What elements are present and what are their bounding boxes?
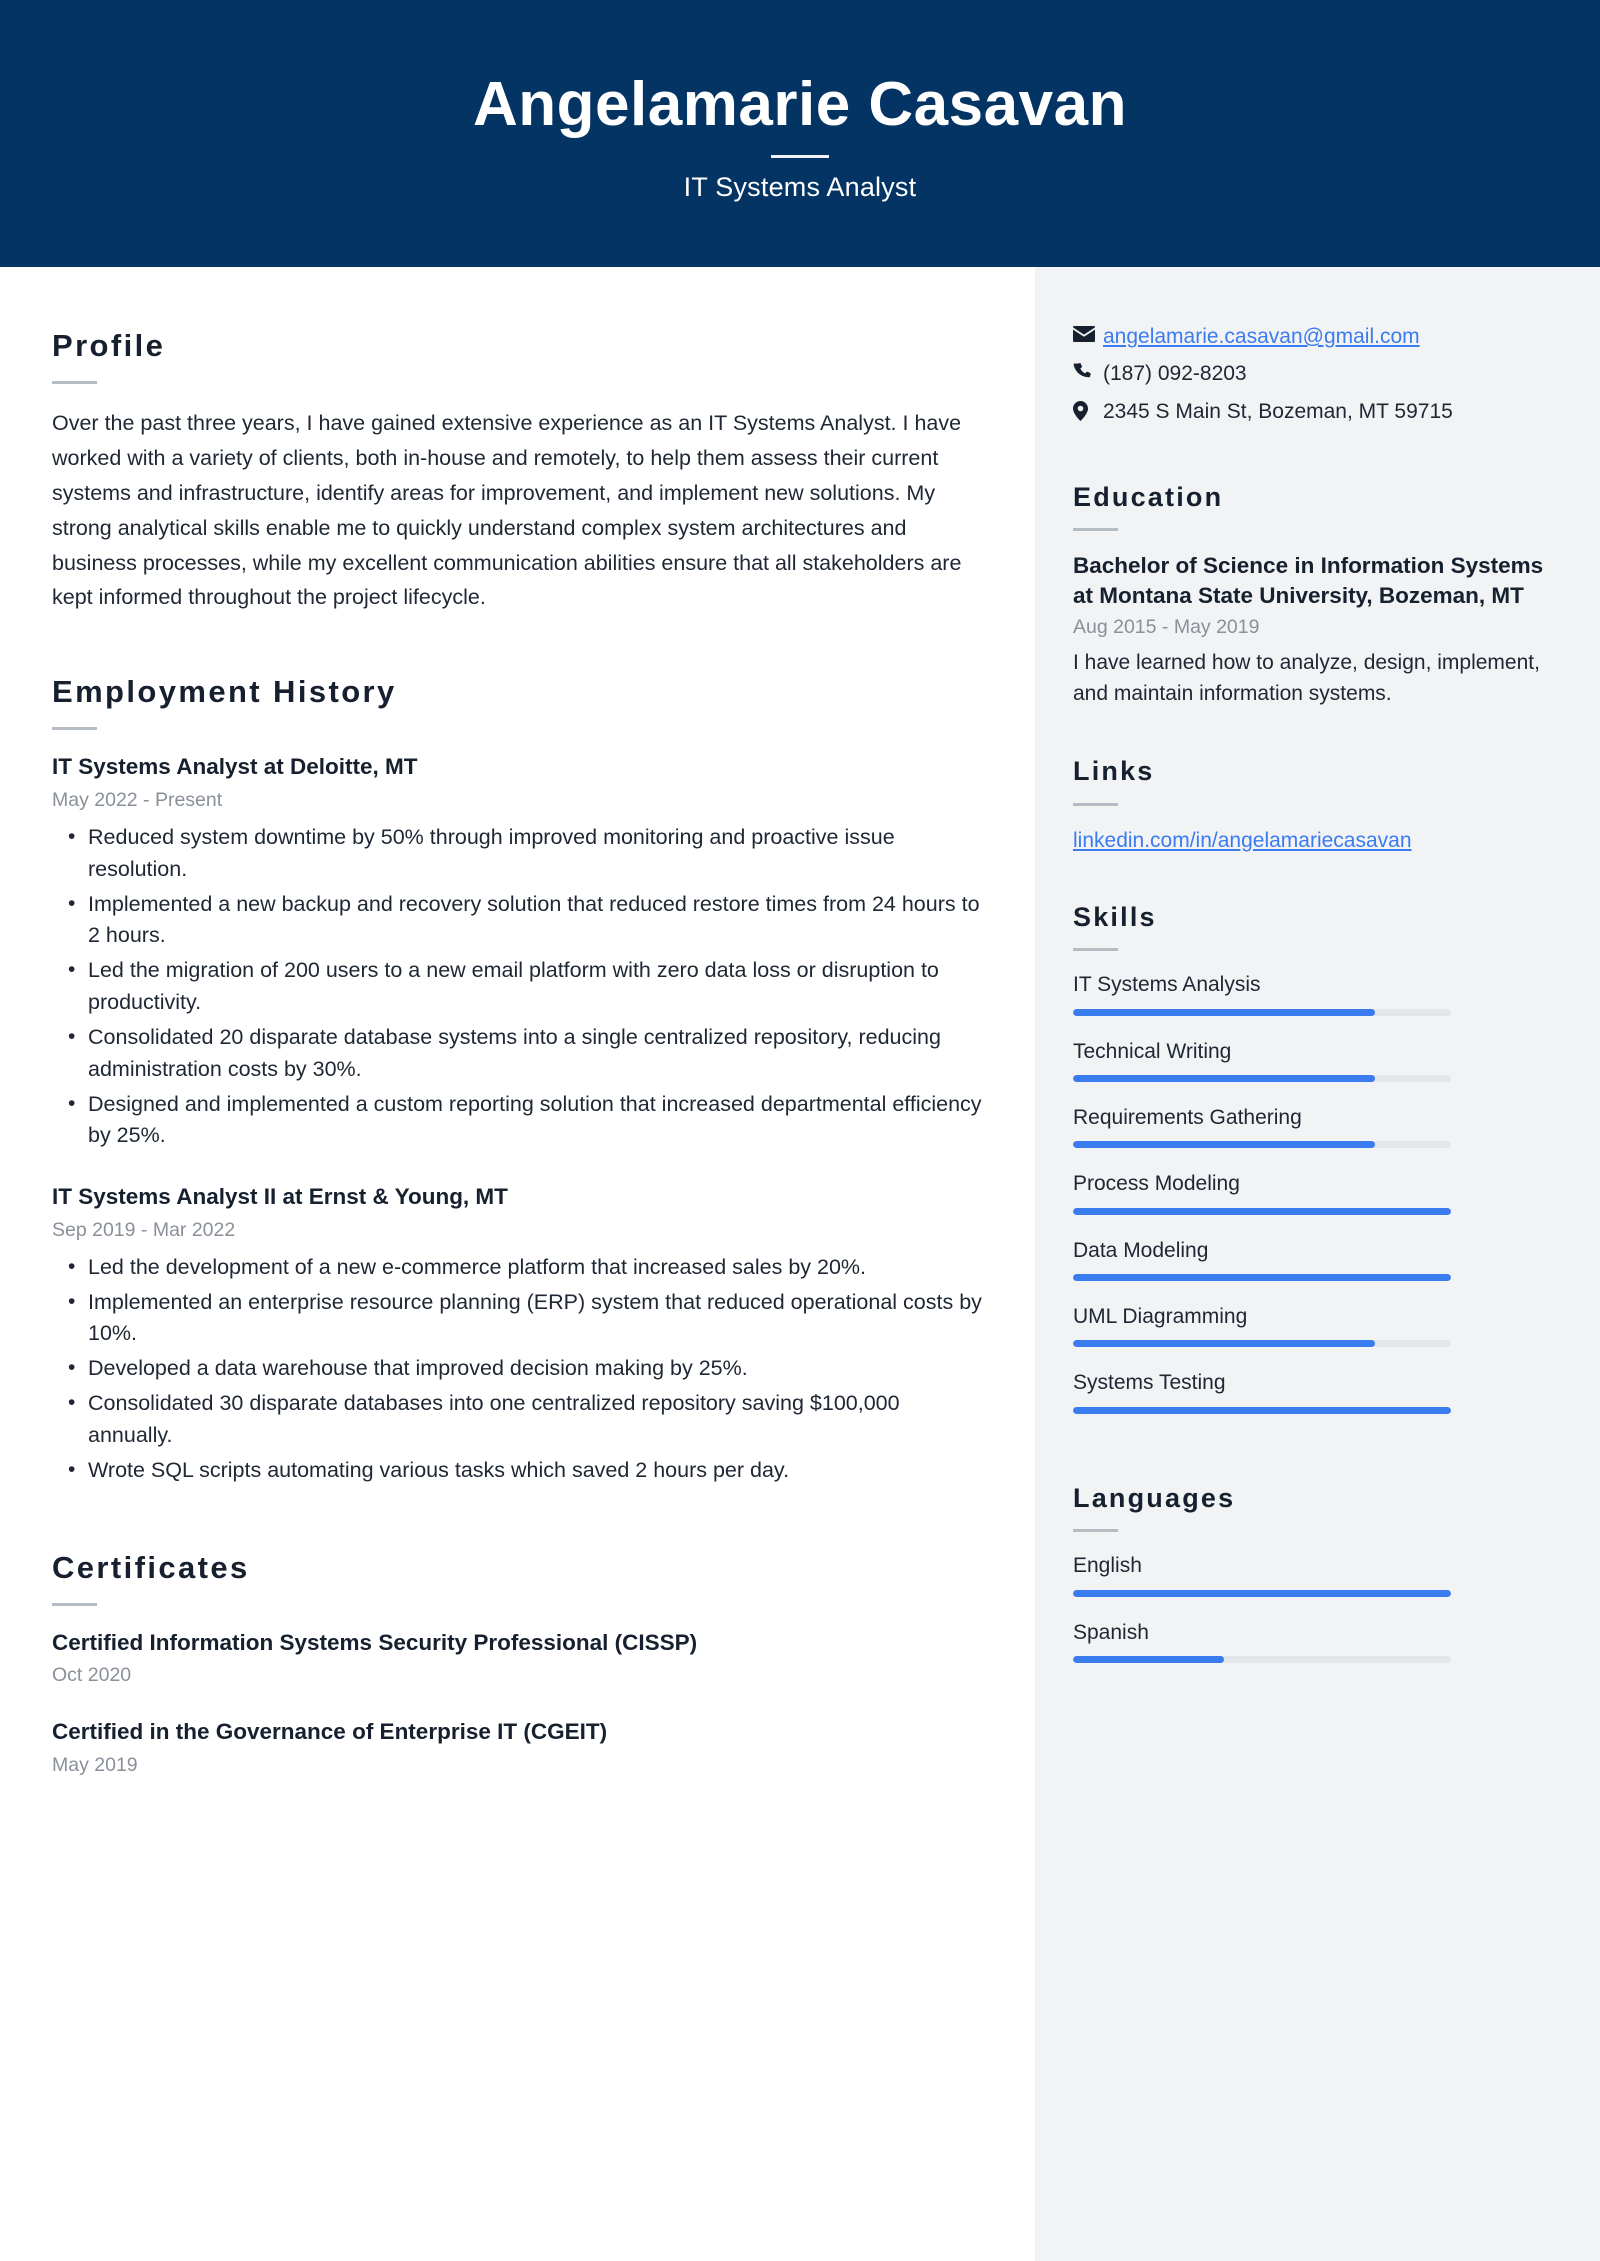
certificate-title: Certified Information Systems Security Professional (CISSP)	[52, 1629, 698, 1655]
job-bullet: • Implemented a new backup and recovery solution that reduced restore times from 24 hours to 2 hours.	[52, 889, 983, 953]
envelope-icon	[1073, 323, 1103, 342]
education-description: I have learned how to analyze, design, implement, and maintain information systems.	[1073, 651, 1540, 706]
language-level-fill	[1073, 1656, 1224, 1663]
skill-level-bar	[1073, 1141, 1451, 1148]
job-bullet: • Led the migration of 200 users to a new email platform with zero data loss or disruption to productivity.	[52, 955, 983, 1019]
job-title: IT Systems Analyst II at Ernst & Young, MT	[52, 1184, 508, 1210]
skill-label: UML Diagramming	[1073, 1305, 1248, 1329]
spacer	[1073, 1436, 1552, 1482]
certificates-divider	[52, 1603, 97, 1606]
skill-level-fill	[1073, 1141, 1375, 1148]
profile-link[interactable]: linkedin.com/in/angelamariecasavan	[1073, 828, 1412, 852]
languages-divider	[1073, 1529, 1118, 1532]
contact-item	[1073, 360, 1552, 388]
skills-heading: Skills	[1073, 902, 1157, 933]
sidebar-column	[1035, 267, 1600, 2261]
candidate-job-title: IT Systems Analyst	[683, 171, 917, 202]
contact-value: (187) 092-8203	[1103, 362, 1247, 386]
job-bullet: • Led the development of a new e-commerce platform that increased sales by 20%.	[52, 1252, 983, 1284]
skill-label: IT Systems Analysis	[1073, 973, 1261, 997]
spacer	[52, 1156, 983, 1182]
job-bullet: • Consolidated 20 disparate database systems into a single centralized repository, reducing administration costs by 30%.	[52, 1022, 983, 1086]
language-item	[1073, 1552, 1552, 1596]
job-dates: Sep 2019 - Mar 2022	[52, 1218, 236, 1241]
education-section	[1073, 481, 1552, 709]
contact-list	[1073, 323, 1552, 426]
certificate-title: Certified in the Governance of Enterprise IT (CGEIT)	[52, 1719, 608, 1745]
skill-level-bar	[1073, 1208, 1451, 1215]
skill-item	[1073, 971, 1552, 1015]
header-divider	[771, 155, 829, 158]
skill-item	[1073, 1038, 1552, 1082]
education-divider	[1073, 528, 1118, 531]
job-title: IT Systems Analyst at Deloitte, MT	[52, 754, 418, 780]
certificate-entry	[52, 1717, 983, 1779]
skill-label: Systems Testing	[1073, 1371, 1226, 1395]
certificate-date: May 2019	[52, 1753, 138, 1776]
job-bullet-list	[52, 822, 983, 1152]
languages-section	[1073, 1482, 1552, 1663]
job-bullet: • Wrote SQL scripts automating various tasks which saved 2 hours per day.	[52, 1455, 983, 1487]
skill-level-bar	[1073, 1075, 1451, 1082]
education-degree: Bachelor of Science in Information Systems at Montana State University, Bozeman, MT	[1073, 553, 1544, 609]
skill-level-bar	[1073, 1274, 1451, 1281]
certificate-date: Oct 2020	[52, 1664, 132, 1687]
job-bullet: • Consolidated 30 disparate databases into one centralized repository saving $100,000 annually.	[52, 1388, 983, 1452]
contact-item	[1073, 398, 1552, 426]
skill-level-bar	[1073, 1340, 1451, 1347]
job-bullet-list	[52, 1252, 983, 1487]
main-column	[0, 267, 1035, 2261]
certificates-heading: Certificates	[52, 1549, 250, 1585]
skill-level-fill	[1073, 1009, 1375, 1016]
map-pin-icon	[1073, 398, 1103, 421]
job-entry	[52, 752, 983, 1152]
job-dates: May 2022 - Present	[52, 788, 223, 811]
skill-item	[1073, 1170, 1552, 1214]
skill-label: Data Modeling	[1073, 1238, 1209, 1262]
spacer	[1073, 709, 1552, 755]
spacer	[52, 615, 983, 673]
job-bullet: • Implemented an enterprise resource planning (ERP) system that reduced operational costs by 10%.	[52, 1287, 983, 1351]
links-heading: Links	[1073, 756, 1155, 787]
job-bullet: • Developed a data warehouse that improved decision making by 25%.	[52, 1353, 983, 1385]
languages-heading: Languages	[1073, 1482, 1236, 1513]
candidate-name: Angelamarie Casavan	[473, 70, 1127, 140]
links-section	[1073, 755, 1552, 855]
spacer	[1073, 855, 1552, 901]
employment-heading: Employment History	[52, 674, 397, 710]
language-item	[1073, 1619, 1552, 1663]
skill-level-fill	[1073, 1407, 1451, 1414]
spacer	[1073, 435, 1552, 481]
contact-email-link[interactable]: angelamarie.casavan@gmail.com	[1103, 325, 1420, 348]
certificates-list	[52, 1628, 983, 1779]
profile-divider	[52, 381, 97, 384]
skill-level-fill	[1073, 1075, 1375, 1082]
skills-list	[1073, 971, 1552, 1413]
links-list	[1073, 826, 1552, 855]
language-level-fill	[1073, 1590, 1451, 1597]
skill-level-fill	[1073, 1208, 1451, 1215]
skill-item	[1073, 1369, 1552, 1413]
skill-label: Process Modeling	[1073, 1172, 1240, 1196]
resume-body	[0, 267, 1600, 2261]
jobs-list	[52, 752, 983, 1486]
employment-divider	[52, 727, 97, 730]
job-bullet: • Designed and implemented a custom reporting solution that increased departmental efficiency by 25%.	[52, 1089, 983, 1153]
skill-level-fill	[1073, 1340, 1375, 1347]
skill-item	[1073, 1303, 1552, 1347]
skill-item	[1073, 1237, 1552, 1281]
job-bullet: • Reduced system downtime by 50% through improved monitoring and proactive issue resolution.	[52, 822, 983, 886]
phone-icon	[1073, 360, 1103, 382]
employment-section	[52, 673, 983, 1486]
skill-level-fill	[1073, 1274, 1451, 1281]
skill-label: Requirements Gathering	[1073, 1106, 1302, 1130]
contact-item[interactable]	[1073, 323, 1552, 351]
skills-section	[1073, 901, 1552, 1414]
profile-section	[52, 327, 983, 615]
language-label: Spanish	[1073, 1620, 1149, 1644]
language-label: English	[1073, 1554, 1142, 1578]
certificates-section	[52, 1549, 983, 1780]
skill-item	[1073, 1104, 1552, 1148]
education-heading: Education	[1073, 482, 1224, 513]
job-entry	[52, 1182, 983, 1486]
skill-level-bar	[1073, 1407, 1451, 1414]
languages-list	[1073, 1552, 1552, 1663]
contact-value: 2345 S Main St, Bozeman, MT 59715	[1103, 399, 1453, 423]
skills-divider	[1073, 948, 1118, 951]
resume-header	[0, 0, 1600, 267]
education-dates: Aug 2015 - May 2019	[1073, 615, 1260, 638]
profile-text: Over the past three years, I have gained extensive experience as an IT Systems Analyst. I have worked with a variety of clients, both in-house and remotely, to help them assess their current systems and infrastructure, identify areas for improvement, and implement new solutions. My strong analytical skills enable me to quickly understand complex system architectures and business processes, while my excellent communication abilities ensure that all stakeholders are kept informed throughout the project lifecycle.	[52, 411, 962, 610]
language-level-bar	[1073, 1590, 1451, 1597]
profile-heading: Profile	[52, 328, 166, 363]
links-divider	[1073, 803, 1118, 806]
skill-level-bar	[1073, 1009, 1451, 1016]
skill-label: Technical Writing	[1073, 1039, 1232, 1063]
spacer	[52, 1491, 983, 1549]
language-level-bar	[1073, 1656, 1451, 1663]
certificate-entry	[52, 1628, 983, 1690]
